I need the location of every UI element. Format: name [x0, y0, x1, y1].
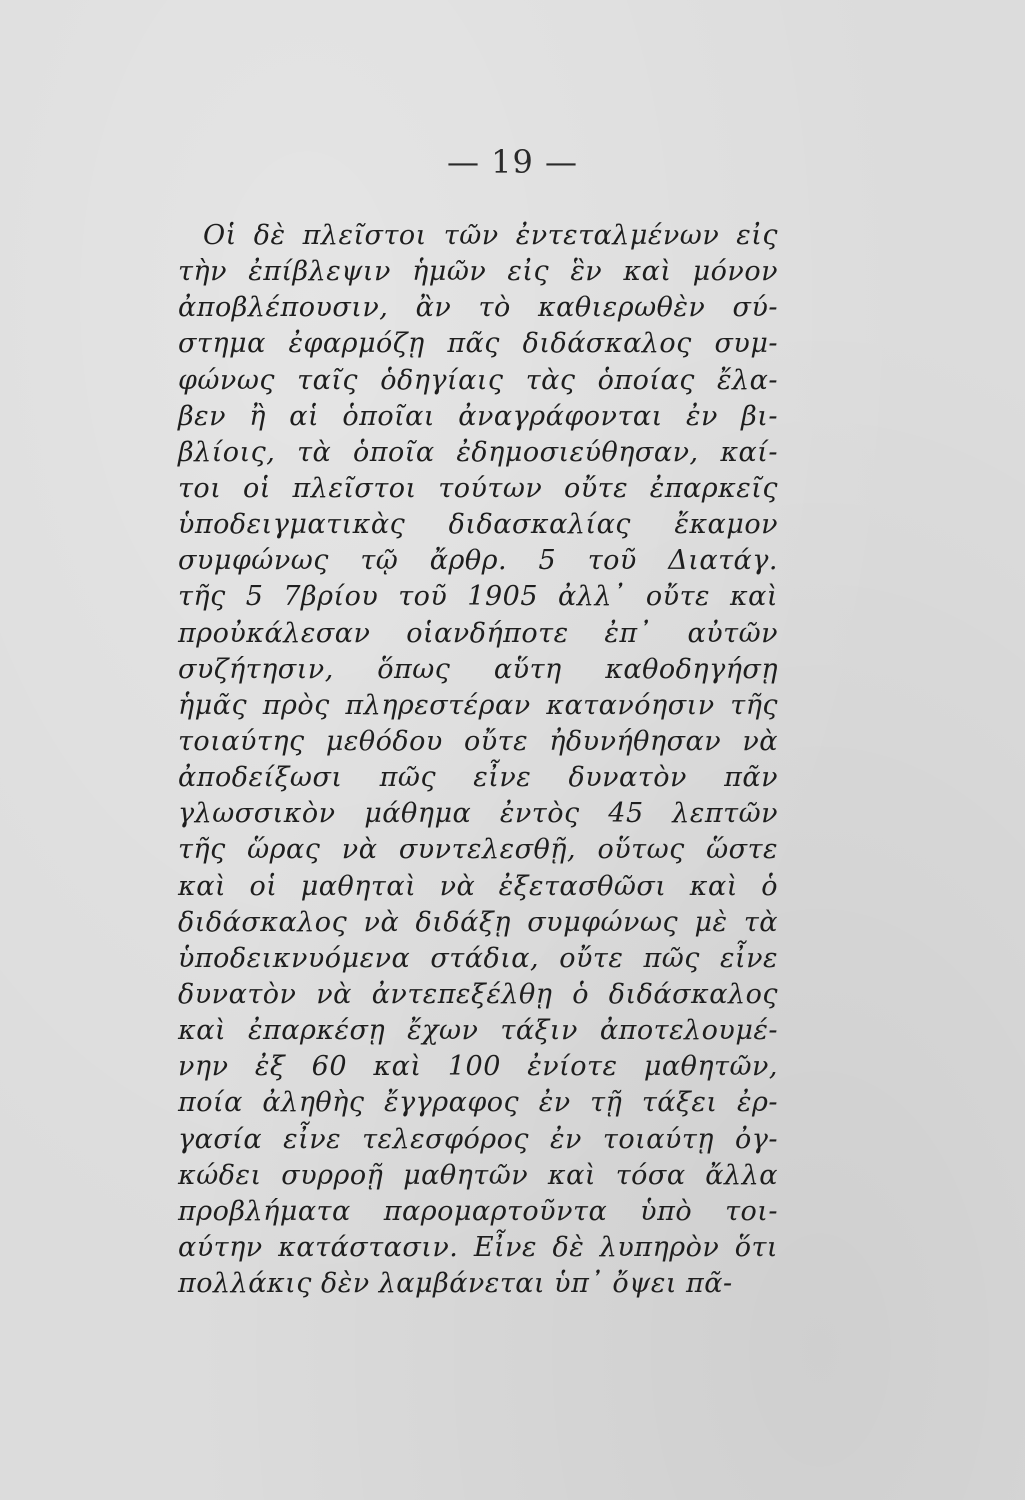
text-line: τῆς 5 7βρίου τοῦ 1905 ἀλλ᾿ οὔτε καὶ	[178, 581, 778, 613]
text-line: Οἱ δὲ πλεῖστοι τῶν ἐντεταλμένων εἰς	[203, 220, 778, 251]
page-number: — 19 —	[446, 143, 579, 181]
text-line: προβλήματα παρομαρτοῦντα ὑπὸ τοι-	[178, 1195, 778, 1227]
text-line: τοιαύτης μεθόδου οὔτε ἠδυνήθησαν νὰ	[178, 725, 778, 757]
text-line: φώνως ταῖς ὁδηγίαις τὰς ὁποίας ἔλα-	[178, 364, 778, 396]
text-line: τῆς ὥρας νὰ συντελεσθῇ, οὕτως ὥστε	[178, 834, 778, 866]
text-line: ἀποβλέπουσιν, ἂν τὸ καθιερωθὲν σύ-	[178, 292, 778, 324]
text-line: κώδει συρροῇ μαθητῶν καὶ τόσα ἄλλα	[178, 1159, 778, 1191]
text-line: ὑποδειγματικὰς διδασκαλίας ἔκαμον	[178, 509, 778, 541]
text-line: ἀποδείξωσι πῶς εἶνε δυνατὸν πᾶν	[178, 762, 778, 794]
text-line: ὑποδεικνυόμενα στάδια, οὔτε πῶς εἶνε	[178, 942, 778, 974]
text-line: γλωσσικὸν μάθημα ἐντὸς 45 λεπτῶν	[178, 798, 778, 830]
text-line: ποία ἀληθὴς ἔγγραφος ἐν τῇ τάξει ἐρ-	[178, 1087, 778, 1119]
text-line: τοι οἱ πλεῖστοι τούτων οὔτε ἐπαρκεῖς	[178, 472, 778, 504]
text-line: διδάσκαλος νὰ διδάξῃ συμφώνως μὲ τὰ	[178, 906, 778, 938]
text-line: νην ἐξ 60 καὶ 100 ἐνίοτε μαθητῶν,	[178, 1051, 778, 1083]
text-line: καὶ ἐπαρκέσῃ ἔχων τάξιν ἀποτελουμέ-	[178, 1015, 778, 1047]
text-line: προὐκάλεσαν οἱανδήποτε ἐπ᾿ αὐτῶν	[178, 617, 778, 649]
text-line: συζήτησιν, ὅπως αὕτη καθοδηγήσῃ	[178, 653, 778, 685]
body-text	[178, 218, 778, 1302]
text-line: τὴν ἐπίβλεψιν ἡμῶν εἰς ἓν καὶ μόνον	[178, 256, 778, 288]
text-line: καὶ οἱ μαθηταὶ νὰ ἐξετασθῶσι καὶ ὁ	[178, 870, 778, 902]
text-line: αύτην κατάστασιν. Εἶνε δὲ λυπηρὸν ὅτι	[178, 1231, 778, 1263]
text-line: βλίοις, τὰ ὁποῖα ἐδημοσιεύθησαν, καί-	[178, 436, 778, 468]
text-line: πολλάκις δὲν λαμβάνεται ὑπ᾿ ὄψει πᾶ-	[178, 1268, 733, 1300]
text-line: δυνατὸν νὰ ἀντεπεξέλθῃ ὁ διδάσκαλος	[178, 978, 778, 1010]
text-line: γασία εἶνε τελεσφόρος ἐν τοιαύτῃ ὀγ-	[178, 1123, 778, 1155]
text-line: συμφώνως τῷ ἄρθρ. 5 τοῦ Διατάγ.	[178, 545, 778, 577]
text-line: στημα ἐφαρμόζῃ πᾶς διδάσκαλος συμ-	[178, 328, 778, 360]
text-line: βεν ἢ αἱ ὁποῖαι ἀναγράφονται ἐν βι-	[178, 400, 778, 432]
text-line: ἡμᾶς πρὸς πληρεστέραν κατανόησιν τῆς	[178, 689, 778, 721]
